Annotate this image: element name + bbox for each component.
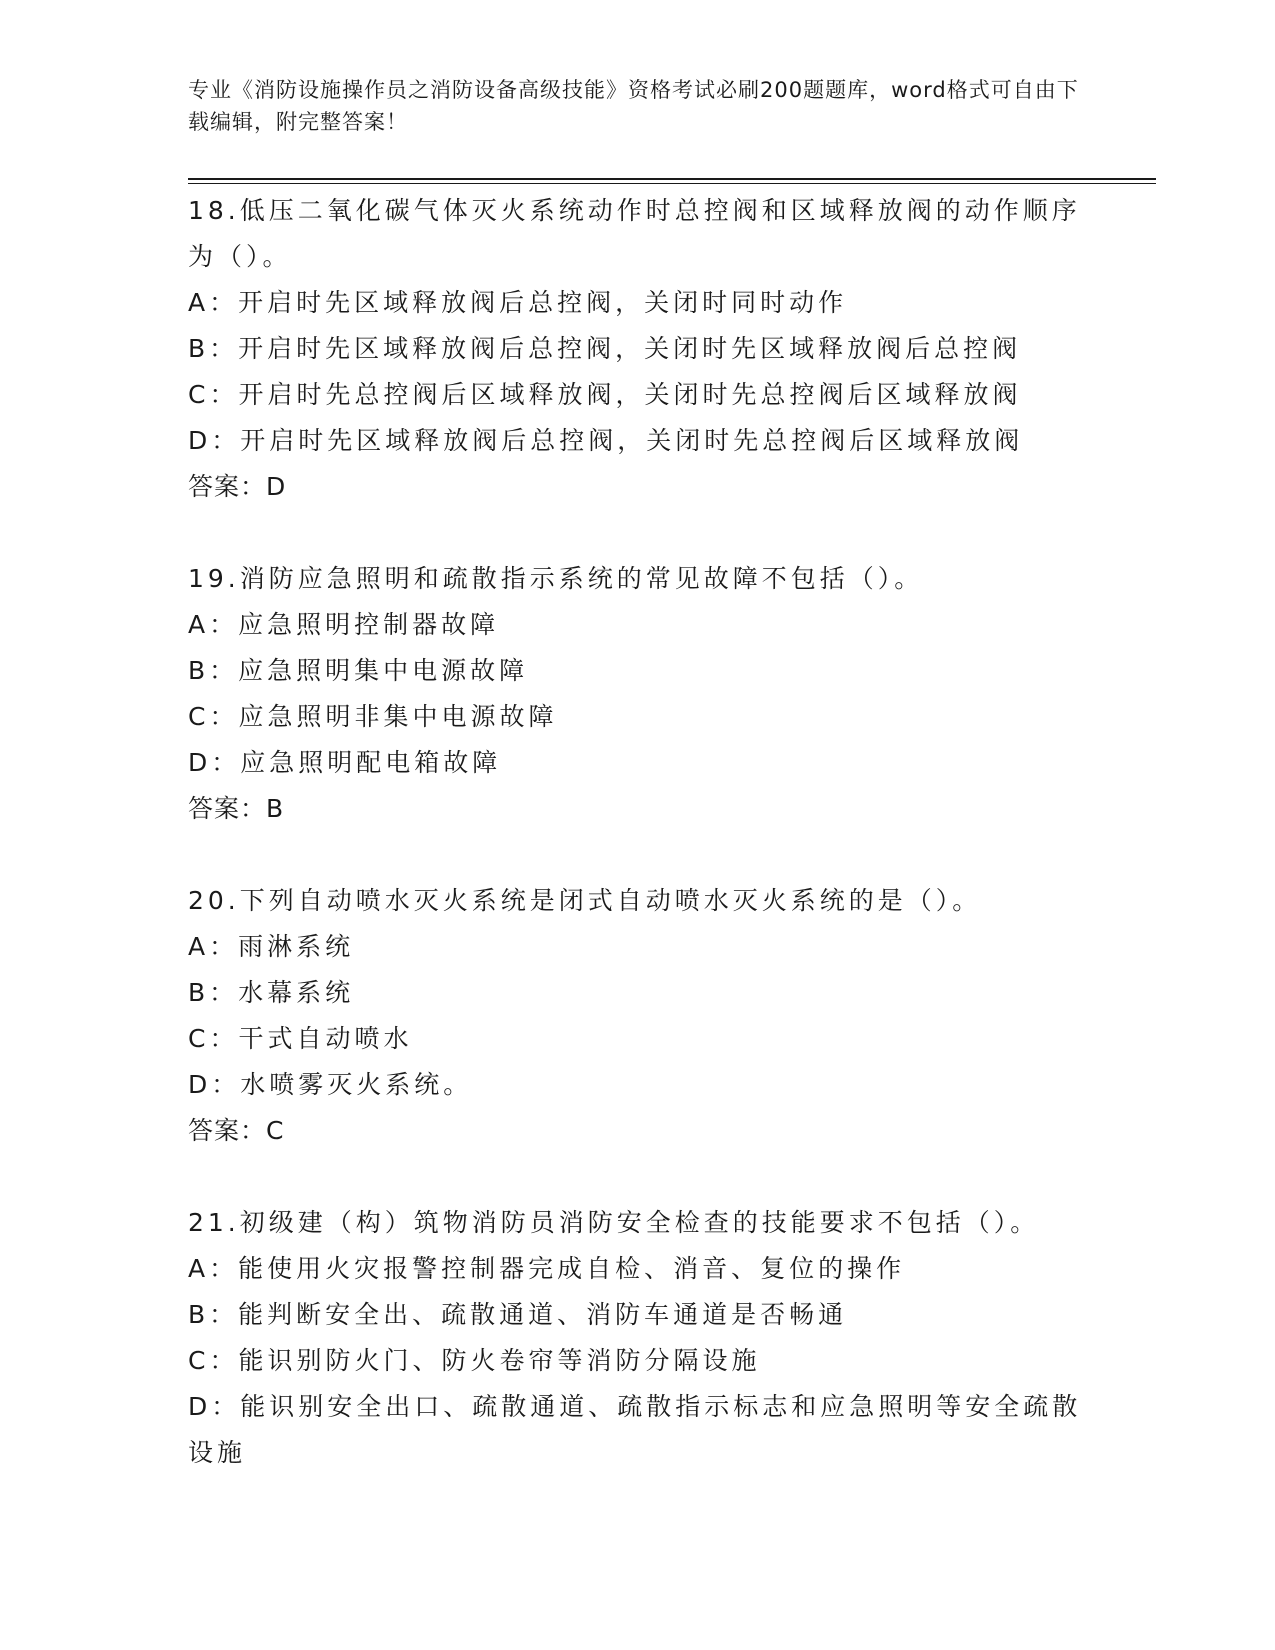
option-c: C：应急照明非集中电源故障 <box>188 702 558 731</box>
question-list <box>188 188 1088 1522</box>
answer: 答案：B <box>188 794 285 823</box>
question-18 <box>188 188 1088 510</box>
document-header: 专业《消防设施操作员之消防设备高级技能》资格考试必刷200题题库，word格式可自由下载编辑，附完整答案！ <box>188 78 1079 134</box>
option-b: B：开启时先区域释放阀后总控阀，关闭时先区域释放阀后总控阀 <box>188 334 1022 363</box>
question-21 <box>188 1200 1088 1476</box>
option-c: C：干式自动喷水 <box>188 1024 413 1053</box>
option-b: B：水幕系统 <box>188 978 355 1007</box>
option-b: B：能判断安全出、疏散通道、消防车通道是否畅通 <box>188 1300 848 1329</box>
question-stem: 20.下列自动喷水灭火系统是闭式自动喷水灭火系统的是（）。 <box>188 886 982 915</box>
option-c: C：开启时先总控阀后区域释放阀，关闭时先总控阀后区域释放阀 <box>188 380 1022 409</box>
answer: 答案：C <box>188 1116 285 1145</box>
question-20 <box>188 878 1088 1154</box>
option-d: D：水喷雾灭火系统。 <box>188 1070 473 1099</box>
question-stem: 19.消防应急照明和疏散指示系统的常见故障不包括（）。 <box>188 564 924 593</box>
option-c: C：能识别防火门、防火卷帘等消防分隔设施 <box>188 1346 761 1375</box>
option-d: D：能识别安全出口、疏散通道、疏散指示标志和应急照明等安全疏散设施 <box>188 1392 1082 1467</box>
option-d: D：开启时先区域释放阀后总控阀，关闭时先总控阀后区域释放阀 <box>188 426 1024 455</box>
question-stem: 21.初级建（构）筑物消防员消防安全检查的技能要求不包括（）。 <box>188 1208 1040 1237</box>
option-b: B：应急照明集中电源故障 <box>188 656 529 685</box>
question-stem: 18.低压二氧化碳气体灭火系统动作时总控阀和区域释放阀的动作顺序为（）。 <box>188 196 1081 271</box>
question-19 <box>188 556 1088 832</box>
answer: 答案：D <box>188 472 287 501</box>
option-a: A：能使用火灾报警控制器完成自检、消音、复位的操作 <box>188 1254 906 1283</box>
option-a: A：雨淋系统 <box>188 932 355 961</box>
option-a: A：应急照明控制器故障 <box>188 610 500 639</box>
option-d: D：应急照明配电箱故障 <box>188 748 502 777</box>
header-divider-thin <box>188 183 1156 184</box>
option-a: A：开启时先区域释放阀后总控阀，关闭时同时动作 <box>188 288 848 317</box>
header-divider-thick <box>188 178 1156 180</box>
